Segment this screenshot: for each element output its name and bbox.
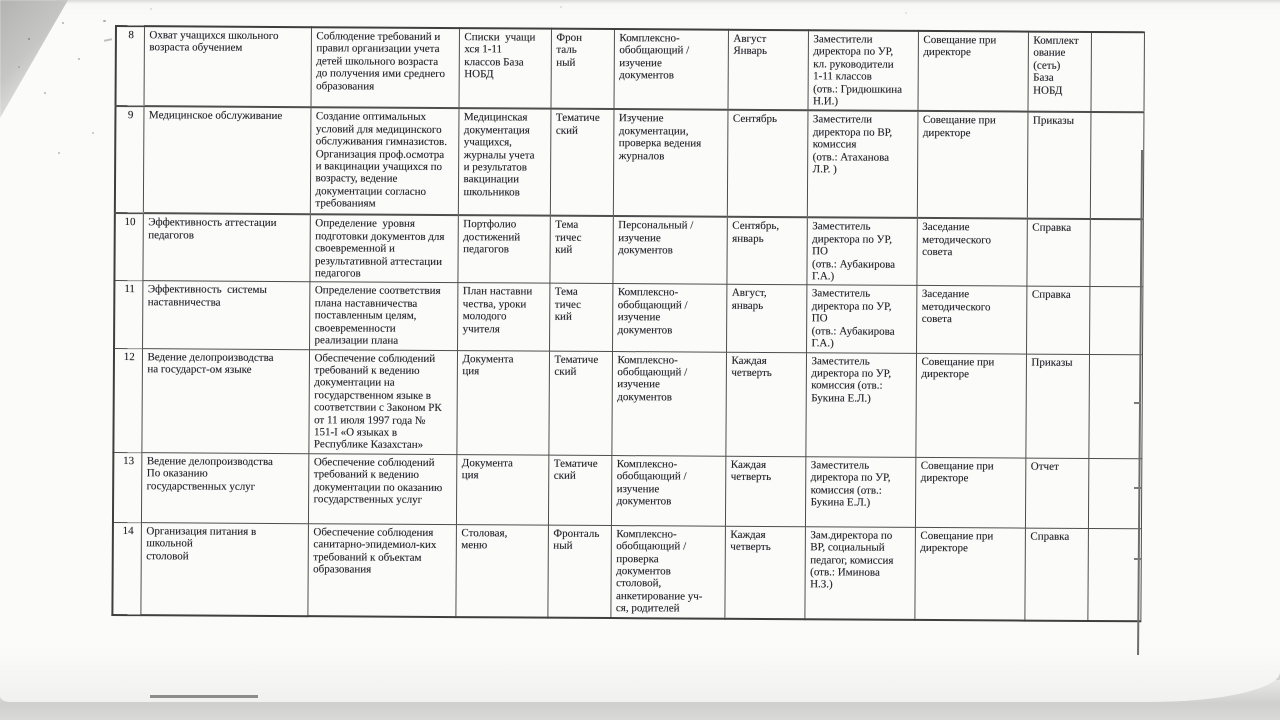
cell-venue: Заседание методического совета (916, 286, 1026, 354)
fold-tick (1134, 487, 1141, 489)
cell-timing: Август Январь (727, 30, 807, 111)
cell-object: Документа ция (456, 454, 548, 525)
row-number: 9 (115, 106, 144, 213)
cell-form: Фрон таль ный (550, 29, 613, 110)
cell-result: Приказы (1027, 112, 1091, 219)
cell-timing: Август, январь (726, 285, 806, 353)
cell-empty (1090, 32, 1143, 113)
row-number: 11 (114, 281, 142, 348)
cell-responsible: Заместитель директора по УР, ПО (отв.: Аубакирова Г.А.) (806, 285, 916, 353)
cell-object: Медицинская документация учащихся, журналы учета и результатов вакцинации школьников (458, 109, 551, 217)
cell-timing: Сентябрь, январь (726, 217, 806, 285)
cell-timing: Каждая четверть (724, 526, 805, 619)
cell-method: Комплексно- обобщающий / изучение документов (611, 351, 726, 456)
cell-direction: Эффективность аттестации педагогов (142, 214, 309, 283)
cell-timing: Каждая четверть (725, 456, 805, 526)
cell-method: Комплексно- обобщающий / проверка документов столовой, анкетирование уч- ся, родителей (610, 525, 725, 618)
cell-responsible: Заместители директора по УР, кл. руководители 1-11 классов (отв.: Гридюшкина Н.И.) (807, 30, 917, 111)
table-row (116, 26, 1144, 113)
cell-form: Тематиче ский (550, 109, 614, 216)
cell-result: Отчет (1025, 458, 1088, 528)
cell-result: Справка (1026, 219, 1089, 287)
document-table (111, 25, 1144, 622)
pencil-mark (103, 20, 106, 22)
cell-direction: Медицинское обслуживание (143, 107, 311, 215)
paper-bottom-edge (150, 695, 258, 698)
table-row (113, 348, 1142, 459)
cell-result: Приказы (1025, 354, 1089, 459)
cell-content: Определение уровня подготовки документов для своевременной и результативной аттестации педагогов (309, 215, 457, 283)
cell-venue: Совещание при директоре (917, 31, 1027, 112)
cell-content: Создание оптимальных условий для медицинского обслуживания гимназистов. Организация проф.осмотра и вакцинации учащихся по возрасту, ведение документации согласно требованиям (310, 108, 459, 216)
cell-object: План наставни чества, уроки молодого учителя (457, 283, 549, 351)
cell-responsible: Заместители директора по ВР, комиссия (отв.: Атаханова Л.Р. ) (807, 111, 918, 219)
table-row (115, 106, 1144, 219)
fold-tick (1134, 402, 1141, 404)
cell-content: Обеспечение соблюдений требований к ведению документации на государственном языке в соответствии с Законом РК от 11 июля 1997 года № 151-I «О языках в Республике Казахстан» (308, 349, 457, 454)
cell-venue: Совещание при директоре (915, 353, 1026, 458)
cell-content: Соблюдение требований и правил организации учета детей школьного возраста до получения ими среднего образования (310, 27, 458, 108)
cell-direction: Охват учащихся школьного возраста обучением (144, 26, 311, 107)
cell-empty (1090, 112, 1144, 219)
cell-timing: Каждая четверть (725, 352, 806, 457)
cell-responsible: Заместитель директора по УР, ПО (отв.: Аубакирова Г.А.) (806, 218, 916, 286)
cell-content: Обеспечение соблюдения санитарно-эпидемиол-ких требований к объектам образования (307, 523, 456, 616)
row-number: 12 (113, 348, 142, 452)
cell-direction: Ведение делопроизводства на государст-ом языке (141, 348, 309, 453)
cell-object: Документа ция (456, 350, 549, 455)
cell-direction: Ведение делопроизводства По оказанию государственных услуг (141, 452, 308, 523)
cell-method: Персональный / изучение документов (612, 216, 726, 284)
cell-empty (1087, 528, 1141, 621)
cell-venue: Совещание при директоре (914, 527, 1025, 620)
dust-specks (0, 0, 2, 2)
table-row (114, 213, 1142, 287)
cell-form: Тематиче ский (548, 455, 611, 525)
cell-content: Определение соответствия плана наставничества поставленным целям, своевременности реализации плана (309, 282, 457, 350)
cell-form: Фронталь ный (547, 525, 611, 618)
cell-empty (1088, 458, 1141, 528)
cell-result: Справка (1024, 528, 1088, 621)
cell-result: Справка (1026, 287, 1089, 354)
table-row (114, 281, 1142, 354)
cell-object: Портфолио достижений педагогов (457, 216, 549, 284)
cell-object: Списки учащи хся 1-11 классов База НОБД (458, 28, 550, 109)
cell-method: Изучение документации, проверка ведения журналов (613, 109, 728, 217)
scan-top-shadow (56, 0, 1280, 4)
cell-venue: Совещание при директоре (915, 457, 1025, 528)
table-row (112, 522, 1141, 621)
cell-empty (1088, 354, 1142, 459)
cell-direction: Эффективность системы наставничества (142, 281, 309, 349)
row-number: 10 (114, 213, 142, 281)
cell-form: Тема тичес кий (549, 284, 612, 351)
cell-empty (1089, 287, 1142, 354)
cell-venue: Совещание при директоре (917, 111, 1028, 219)
cell-object: Столовая, меню (455, 524, 548, 617)
cell-method: Комплексно- обобщающий / изучение документов (612, 284, 726, 352)
cell-form: Тематиче ский (548, 351, 612, 456)
cell-form: Тема тичес кий (549, 216, 612, 284)
cell-content: Обеспечение соблюдений требований к ведению документации по оказанию государственных услуг (308, 453, 456, 524)
cell-method: Комплексно- обобщающий / изучение документов (611, 455, 725, 526)
cell-direction: Организация питания в школьной столовой (140, 522, 308, 615)
table-row (113, 452, 1141, 528)
cell-responsible: Зам.директора по ВР, социальный педагог, комиссия (отв.: Иминова Н.З.) (804, 526, 915, 619)
cell-responsible: Заместитель директора по УР, комиссия (отв.: Букина Е.Л.) (805, 352, 916, 457)
cell-empty (1089, 219, 1142, 287)
fold-tick (1134, 558, 1141, 560)
cell-result: Комплект ование (сеть) База НОБД (1027, 32, 1090, 113)
row-number: 14 (112, 522, 141, 615)
row-number: 13 (113, 452, 141, 522)
cell-responsible: Заместитель директора по УР, комиссия (отв.: Букина Е.Л.) (805, 456, 915, 527)
cell-venue: Заседание методического совета (916, 218, 1026, 286)
row-number: 8 (116, 26, 144, 107)
cell-timing: Сентябрь (727, 110, 808, 217)
cell-method: Комплексно- обобщающий / изучение документов (613, 29, 727, 110)
